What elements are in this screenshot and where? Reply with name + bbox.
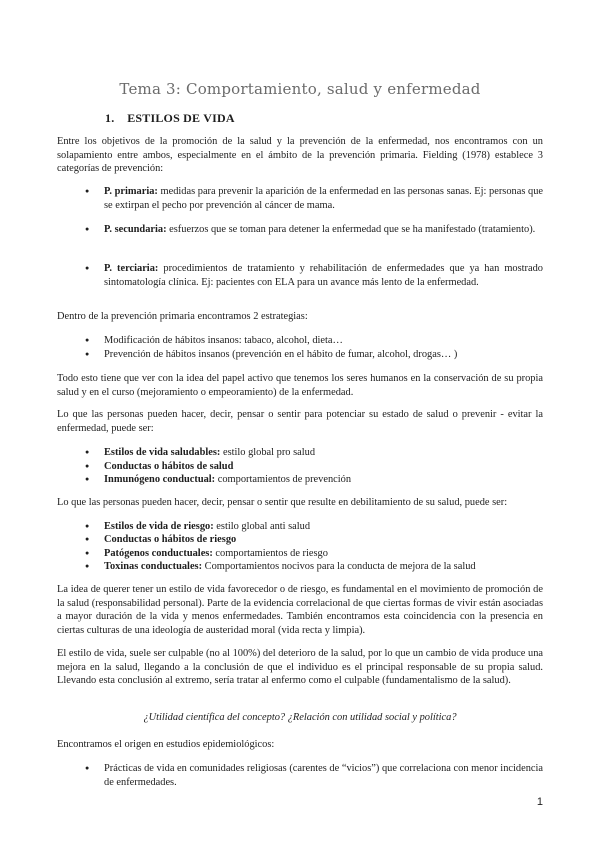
strategies-intro: Dentro de la prevención primaria encontramos 2 estrategias: [57, 311, 308, 322]
list-item-risk: ● Toxinas conductuales: Comportamientos nocivos para la conducta de mejora de la salud [104, 560, 543, 574]
paragraph-lifestyle-idea: La idea de querer tener un estilo de vida favorecedor o de riesgo, es fundamental en el movimiento de promoción de la salud (responsabilidad personal). Parte de la evidencia correlacional de que ciertas formas de vivir están asociadas a mayor duración de la vida y menos enfermedades. También encontramos esta coincidencia con la presencia en ciertas culturas de una ideología de austeridad moral (vida recta y limpia). [57, 584, 543, 636]
paragraph-origin-intro: Encontramos el origen en estudios epidemiológicos: [57, 739, 275, 750]
list-item-risk: ● Estilos de vida de riesgo: estilo global anti salud [104, 520, 543, 534]
paragraph-lifestyle-blame: El estilo de vida, suele ser culpable (no al 100%) del deterioro de la salud, por lo que un cambio de vida produce una mejora en la salud, llegando a la conclusión de que el individuo es el principal responsable de su propia salud. Llevando esta conclusión al extremo, sería tratar al enfermo como el culpable (fundamentalismo de la salud). [57, 648, 543, 687]
list-item-strategy: ● Prevención de hábitos insanos (prevención en el hábito de fumar, alcohol, drogas… ) [104, 348, 543, 362]
list-item-risk: ● Patógenos conductuales: comportamientos de riesgo [104, 547, 543, 561]
list-item-healthy: ● Estilos de vida saludables: estilo global pro salud [104, 446, 543, 460]
list-item-healthy: ● Inmunógeno conductual: comportamientos de prevención [104, 473, 543, 487]
list-item-risk: ● Conductas o hábitos de riesgo [104, 533, 543, 547]
list-item-prevention-tertiary: ● P. terciaria: procedimientos de tratamiento y rehabilitación de enfermedades que ya han mostrado sintomatología clínica. Ej: pacientes con ELA para un avance más lento de la enfermedad. [104, 262, 543, 289]
paragraph-risk-intro: Lo que las personas pueden hacer, decir, pensar o sentir que resulte en debilitamiento de su salud, puede ser: [57, 497, 508, 508]
list-item-prevention-secondary: ● P. secundaria: esfuerzos que se toman para detener la enfermedad que se ha manifestado (tratamiento). [104, 223, 543, 237]
paragraph-healthy-intro: Lo que las personas pueden hacer, decir, pensar o sentir para potenciar su estado de salud o prevenir - evitar la enfermedad, puede ser: [57, 409, 543, 434]
page-number: 1 [536, 796, 543, 808]
intro-paragraph: Entre los objetivos de la promoción de la salud y la prevención de la enfermedad, nos encontramos con un solapamiento entre ambos, especialmente en el ámbito de la prevención primaria. Fielding (1978) establece 3 categorías de prevención: [57, 136, 543, 175]
question-line: ¿Utilidad científica del concepto? ¿Relación con utilidad social y política? [143, 712, 457, 723]
list-item-strategy: ● Modificación de hábitos insanos: tabaco, alcohol, dieta… [104, 334, 543, 348]
paragraph-active-role: Todo esto tiene que ver con la idea del papel activo que tenemos los seres humanos en la conservación de su propia salud y en el curso (mejoramiento o empeoramiento) de la enfermedad. [57, 373, 543, 398]
list-item-prevention-primary: ● P. primaria: medidas para prevenir la aparición de la enfermedad en las personas sanas. Ej: personas que se extirpan el pecho por prevención al cáncer de mama. [104, 185, 543, 212]
list-item-healthy: ● Conductas o hábitos de salud [104, 460, 543, 474]
list-item-origin: ● Prácticas de vida en comunidades religiosas (carentes de “vicios”) que correlaciona con menor incidencia de enfermedades. [104, 762, 543, 789]
section-heading: 1. ESTILOS DE VIDA [105, 111, 235, 125]
page-title: Tema 3: Comportamiento, salud y enfermedad [119, 80, 481, 98]
